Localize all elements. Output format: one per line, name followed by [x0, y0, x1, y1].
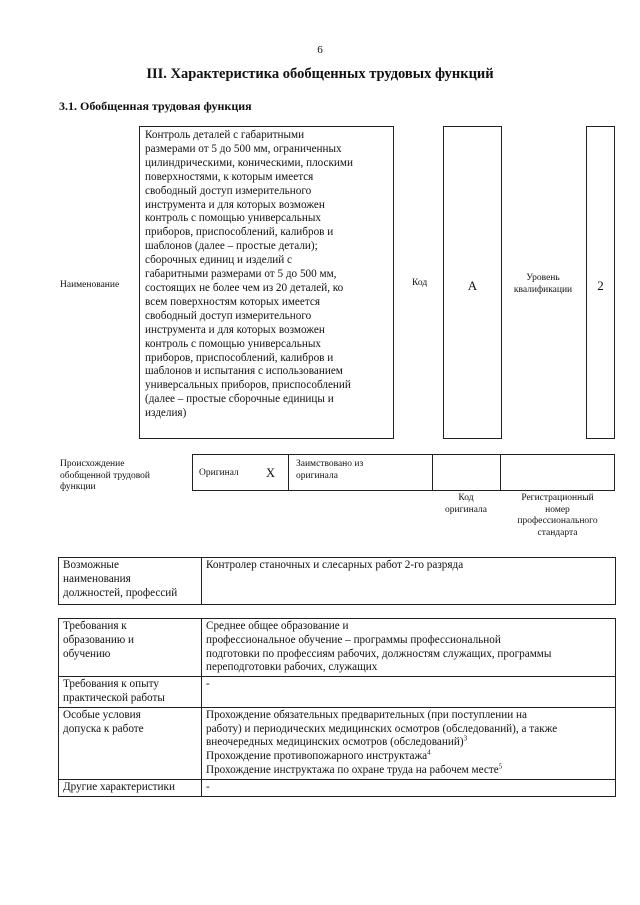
other-characteristics-value: - [202, 779, 616, 796]
original-cell [192, 454, 289, 491]
function-name-line: цилиндрическими, коническими, плоскими [145, 156, 353, 169]
code-value: A [467, 278, 478, 293]
original-label: Оригинал [199, 468, 239, 478]
code-box [443, 126, 502, 439]
function-name-line: шаблонов и испытания с использованием [145, 365, 343, 378]
section-title: III. Характеристика обобщенных трудовых функций [146, 66, 494, 82]
function-name-line: поверхностями, к которым имеется [145, 170, 314, 183]
function-name-line: приборов, приспособлений, калибров и [145, 226, 334, 239]
registration-number-caption: Регистрационный номер профессионального стандарта [517, 493, 598, 538]
function-name-line: (далее – простые сборочные единицы и [145, 393, 334, 406]
function-name-line: инструмента и для которых возможен [145, 323, 325, 336]
function-name-line: контроль с помощью универсальных [145, 337, 321, 350]
function-name-line: сборочных единиц и изделий с [145, 254, 293, 267]
qualification-level-label: Уровень квалификации [513, 273, 573, 295]
table-row [59, 779, 616, 796]
function-name-line: размерами от 5 до 500 мм, ограниченных [145, 142, 342, 155]
function-name-line: всем поверхностям которых имеется [145, 295, 320, 308]
special-conditions-value-cell: Прохождение обязательных предварительных (при поступлении на работу) и периодических медицинских осмотров (обследований), а также внеочередных медицинских осмотров (обследований)$^3$ Прохождение противопожарного инструктажа$^4$ Прохождение инструктажа по охране труда на рабочем месте$^5$ [202, 707, 616, 779]
name-label: Наименование [60, 280, 120, 290]
footnote-ref: 5 [498, 762, 503, 771]
function-name-line: приборов, приспособлений, калибров и [145, 351, 334, 364]
requirements-table [58, 618, 616, 797]
page-number: 6 [317, 44, 323, 56]
original-code-cell [432, 454, 501, 491]
function-name-line: состоящих не более чем из 20 деталей, ко [145, 281, 344, 294]
special-conditions-label-cell: Особые условия допуска к работе [59, 707, 202, 779]
function-name-line: Контроль деталей с габаритными [145, 129, 305, 141]
footnote-ref: 4 [427, 748, 431, 757]
origin-label: Происхождение обобщенной трудовой функции [60, 459, 150, 492]
function-name-line: контроль с помощью универсальных [145, 212, 321, 225]
borrowed-cell: Заимствовано из оригинала [288, 454, 433, 491]
education-value-cell: Среднее общее образование и профессиональное обучение – программы профессиональной подготовки по профессиям рабочих, должностям служащих, программы переподготовки рабочих, служащих [202, 619, 616, 677]
table-row [59, 707, 616, 779]
education-label-cell: Требования к образованию и обучению [59, 619, 202, 677]
positions-table [58, 557, 616, 605]
code-label: Код [412, 278, 428, 288]
subsection-title: 3.1. Обобщенная трудовая функция [59, 99, 252, 113]
function-name-box [139, 126, 394, 439]
function-name-line: габаритными размерами от 5 до 500 мм, [145, 268, 337, 281]
function-name-line: свободный доступ измерительного [145, 184, 312, 197]
registration-number-cell [500, 454, 615, 491]
level-value: 2 [597, 278, 604, 293]
table-row [59, 677, 616, 708]
table-row [59, 558, 616, 605]
function-name-line: изделия) [145, 407, 187, 420]
other-characteristics-label: Другие характеристики [59, 779, 202, 796]
function-name-line: инструмента и для которых возможен [145, 198, 325, 211]
table-row [59, 619, 616, 677]
positions-label-cell: Возможные наименования должностей, профессий [59, 558, 202, 605]
function-name-line: шаблонов (далее – простые детали); [145, 240, 318, 253]
level-box [586, 126, 615, 439]
original-code-caption: Код оригинала [445, 493, 487, 515]
experience-label-cell: Требования к опыту практической работы [59, 677, 202, 708]
experience-value: - [202, 677, 616, 708]
function-name-line: универсальных приборов, приспособлений [145, 379, 351, 392]
footnote-ref: 3 [463, 734, 468, 743]
function-name-line: свободный доступ измерительного [145, 309, 312, 322]
positions-value: Контролер станочных и слесарных работ 2-го разряда [202, 558, 616, 605]
original-mark: X [266, 466, 276, 480]
